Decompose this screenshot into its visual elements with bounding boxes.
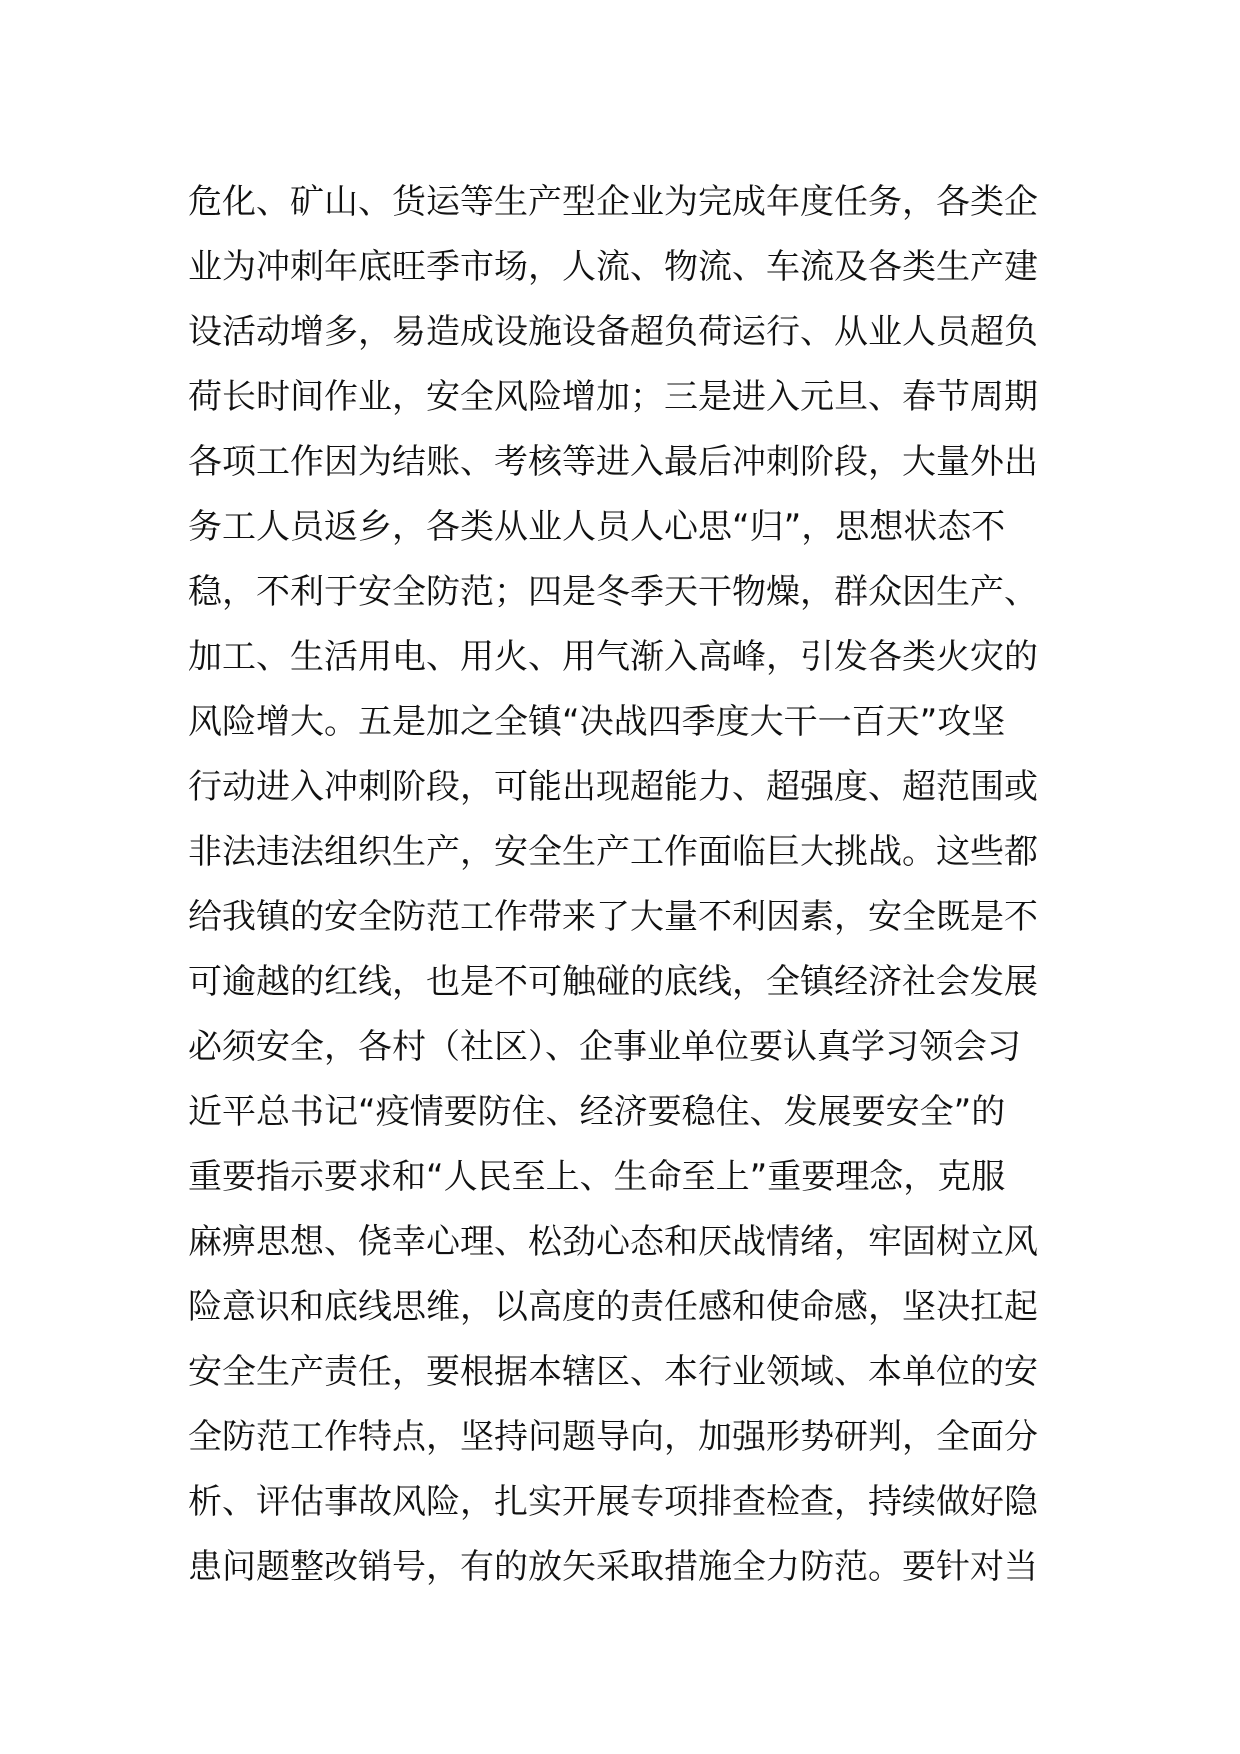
text-line: 全防范工作特点，坚持问题导向，加强形势研判，全面分 xyxy=(188,1417,1038,1457)
text-line: 加工、生活用电、用火、用气渐入高峰，引发各类火灾的 xyxy=(188,637,1038,677)
text-line: 患问题整改销号，有的放矢采取措施全力防范。要针对当 xyxy=(188,1547,1038,1587)
body-paragraph xyxy=(188,170,1068,1600)
text-line: 稳，不利于安全防范；四是冬季天干物燥，群众因生产、 xyxy=(188,572,1038,612)
text-line: 重要指示要求和“人民至上、生命至上”重要理念，克服 xyxy=(188,1157,1006,1197)
text-line: 可逾越的红线，也是不可触碰的底线，全镇经济社会发展 xyxy=(188,962,1038,1002)
text-line: 业为冲刺年底旺季市场，人流、物流、车流及各类生产建 xyxy=(188,247,1038,287)
text-line: 危化、矿山、货运等生产型企业为完成年度任务，各类企 xyxy=(188,182,1038,222)
text-line: 给我镇的安全防范工作带来了大量不利因素，安全既是不 xyxy=(188,897,1038,937)
text-line: 荷长时间作业，安全风险增加；三是进入元旦、春节周期 xyxy=(188,377,1038,417)
text-line: 各项工作因为结账、考核等进入最后冲刺阶段，大量外出 xyxy=(188,442,1038,482)
text-line: 行动进入冲刺阶段，可能出现超能力、超强度、超范围或 xyxy=(188,767,1038,807)
text-line: 险意识和底线思维，以高度的责任感和使命感，坚决扛起 xyxy=(188,1287,1038,1327)
text-line: 安全生产责任，要根据本辖区、本行业领域、本单位的安 xyxy=(188,1352,1038,1392)
text-line: 务工人员返乡，各类从业人员人心思“归”，思想状态不 xyxy=(188,507,1006,547)
text-line: 风险增大。五是加之全镇“决战四季度大干一百天”攻坚 xyxy=(188,702,1006,742)
text-line: 设活动增多，易造成设施设备超负荷运行、从业人员超负 xyxy=(188,312,1038,352)
text-line: 近平总书记“疫情要防住、经济要稳住、发展要安全”的 xyxy=(188,1092,1006,1132)
text-line: 非法违法组织生产，安全生产工作面临巨大挑战。这些都 xyxy=(188,832,1038,872)
text-line: 麻痹思想、侥幸心理、松劲心态和厌战情绪，牢固树立风 xyxy=(188,1222,1038,1262)
text-line: 析、评估事故风险，扎实开展专项排查检查，持续做好隐 xyxy=(188,1482,1038,1522)
text-line: 必须安全，各村（社区）、企事业单位要认真学习领会习 xyxy=(188,1027,1021,1067)
